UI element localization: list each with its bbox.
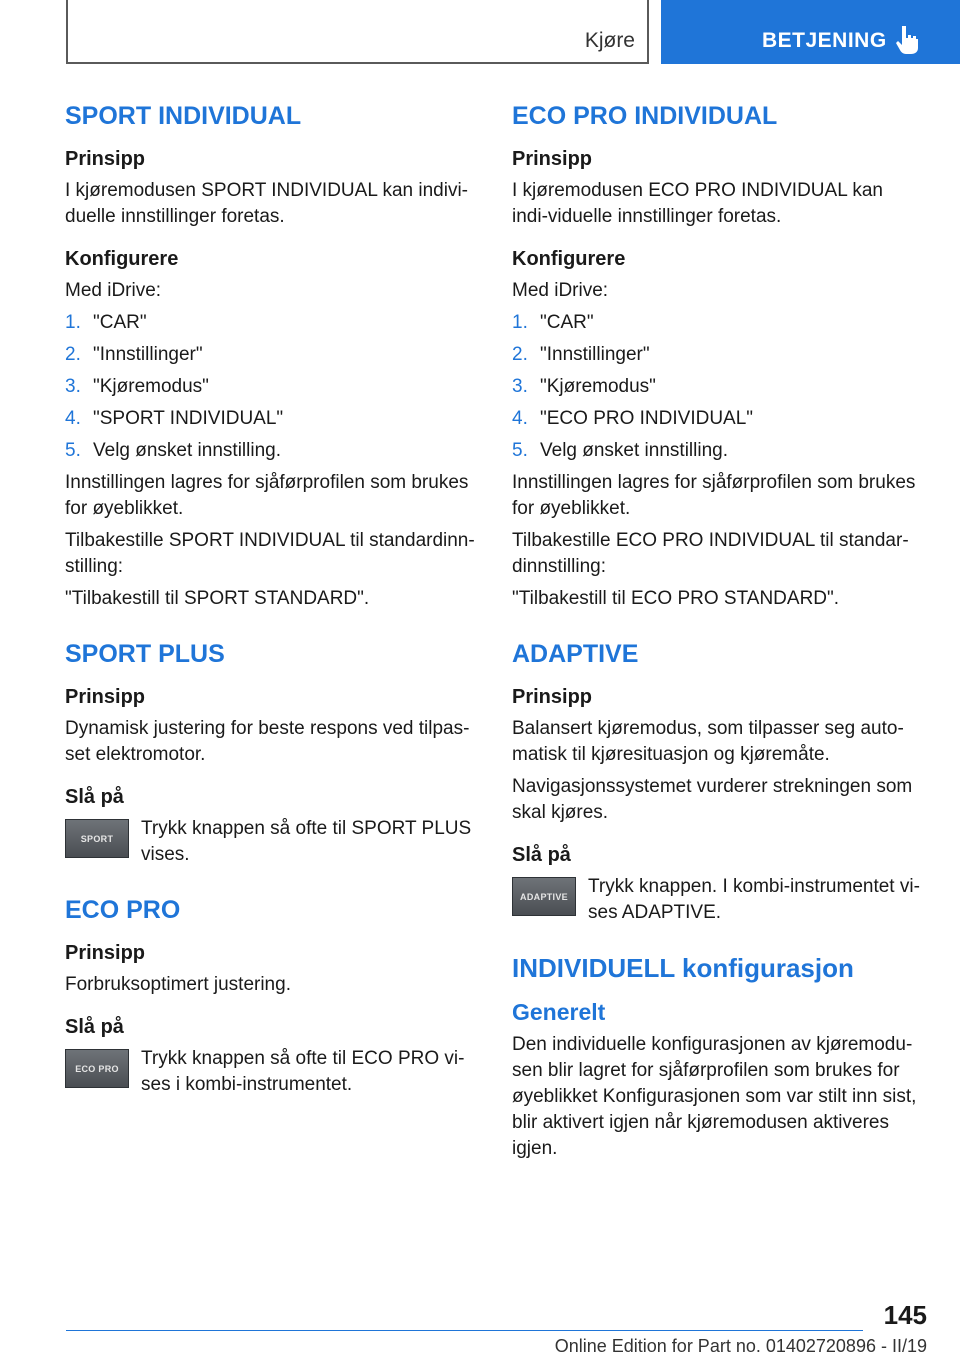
adaptive-button-text: Trykk knappen. I kombi-instrumentet vi-ses ADAPTIVE. (588, 876, 920, 923)
sport-individual-steps (65, 310, 477, 464)
page-number: 145 (883, 1300, 927, 1330)
eco-pro-individual-saved-text: Innstillingen lagres for sjåførprofilen som brukes for øyeblikket. (512, 472, 916, 519)
eco-pro-individual-reset-command: "Tilbakestill til ECO PRO STANDARD". (512, 588, 840, 609)
sport-plus-switch-heading: Slå på (65, 786, 124, 808)
list-item: 1. "CAR" (512, 312, 594, 333)
sport-individual-principle-text: I kjøremodusen SPORT INDIVIDUAL kan indivi-duelle innstillinger foretas. (65, 180, 469, 227)
sport-button-image: SPORT (65, 819, 129, 858)
sport-plus-principle-heading: Prinsipp (65, 686, 146, 708)
header-section-label: Kjøre (584, 29, 635, 52)
sport-individual-reset-text: Tilbakestille SPORT INDIVIDUAL til standardinn-stilling: (65, 530, 475, 577)
pointing-hand-icon (896, 24, 922, 54)
eco-pro-principle-text: Forbruksoptimert justering. (65, 974, 291, 995)
header-section-box (66, 0, 649, 64)
header-chapter-label: BETJENING (762, 29, 887, 52)
sport-individual-intro: Med iDrive: (65, 280, 162, 301)
footer-edition-text: Online Edition for Part no. 01402720896 - II/19 (554, 1336, 927, 1356)
eco-pro-individual-steps (512, 310, 924, 464)
list-item: 4. "SPORT INDIVIDUAL" (65, 408, 284, 429)
right-column (512, 100, 924, 1168)
eco-pro-individual-reset-text: Tilbakestille ECO PRO INDIVIDUAL til standar-dinnstilling: (512, 530, 909, 577)
list-item: 5. Velg ønsket innstilling. (512, 440, 728, 461)
eco-pro-button-text: Trykk knappen så ofte til ECO PRO vi-ses i kombi-instrumentet. (141, 1048, 465, 1095)
eco-pro-title: ECO PRO (65, 896, 181, 924)
sport-individual-saved-text: Innstillingen lagres for sjåførprofilen som brukes for øyeblikket. (65, 472, 469, 519)
list-item: 3. "Kjøremodus" (65, 376, 209, 397)
individual-config-general-text: Den individuelle konfigurasjonen av kjøremodu-sen blir lagret for sjåførprofilen som brukes for øyeblikket Konfigurasjonen som var stilt inn sist, blir aktivert igjen når kjøremodusen aktiveres igjen. (512, 1034, 917, 1159)
list-item: 5. Velg ønsket innstilling. (65, 440, 281, 461)
individual-config-title: INDIVIDUELL konfigurasjon (512, 953, 854, 983)
eco-pro-individual-principle-text: I kjøremodusen ECO PRO INDIVIDUAL kan indi-viduelle innstillinger foretas. (512, 180, 883, 227)
footer-divider (66, 1330, 863, 1331)
sport-individual-configure-heading: Konfigurere (65, 248, 179, 270)
sport-individual-title: SPORT INDIVIDUAL (65, 102, 302, 130)
list-item: 2. "Innstillinger" (65, 344, 203, 365)
sport-plus-button-row (65, 816, 477, 868)
eco-pro-individual-intro: Med iDrive: (512, 280, 609, 301)
adaptive-button-image: ADAPTIVE (512, 877, 576, 916)
eco-pro-individual-title: ECO PRO INDIVIDUAL (512, 102, 778, 130)
adaptive-button-row (512, 874, 924, 926)
header-chapter-box (661, 0, 960, 64)
adaptive-principle-heading: Prinsipp (512, 686, 593, 708)
eco-pro-switch-heading: Slå på (65, 1016, 124, 1038)
adaptive-title: ADAPTIVE (512, 640, 639, 668)
list-item: 4. "ECO PRO INDIVIDUAL" (512, 408, 754, 429)
adaptive-nav-text: Navigasjonssystemet vurderer strekningen som skal kjøres. (512, 776, 913, 823)
individual-config-general-heading: Generelt (512, 999, 606, 1025)
list-item: 2. "Innstillinger" (512, 344, 650, 365)
adaptive-switch-heading: Slå på (512, 844, 571, 866)
eco-pro-button-row (65, 1046, 477, 1098)
list-item: 3. "Kjøremodus" (512, 376, 656, 397)
sport-individual-principle-heading: Prinsipp (65, 148, 146, 170)
sport-plus-principle-text: Dynamisk justering for beste respons ved tilpas-set elektromotor. (65, 718, 470, 765)
eco-pro-individual-principle-heading: Prinsipp (512, 148, 593, 170)
eco-pro-principle-heading: Prinsipp (65, 942, 146, 964)
eco-pro-individual-configure-heading: Konfigurere (512, 248, 626, 270)
sport-plus-button-text: Trykk knappen så ofte til SPORT PLUS vises. (141, 818, 472, 865)
sport-plus-title: SPORT PLUS (65, 640, 225, 668)
adaptive-principle-text: Balansert kjøremodus, som tilpasser seg auto-matisk til kjøresituasjon og kjøremåte. (512, 718, 904, 765)
sport-individual-reset-command: "Tilbakestill til SPORT STANDARD". (65, 588, 370, 609)
eco-pro-button-image: ECO PRO (65, 1049, 129, 1088)
left-column (65, 100, 477, 1098)
list-item: 1. "CAR" (65, 312, 147, 333)
